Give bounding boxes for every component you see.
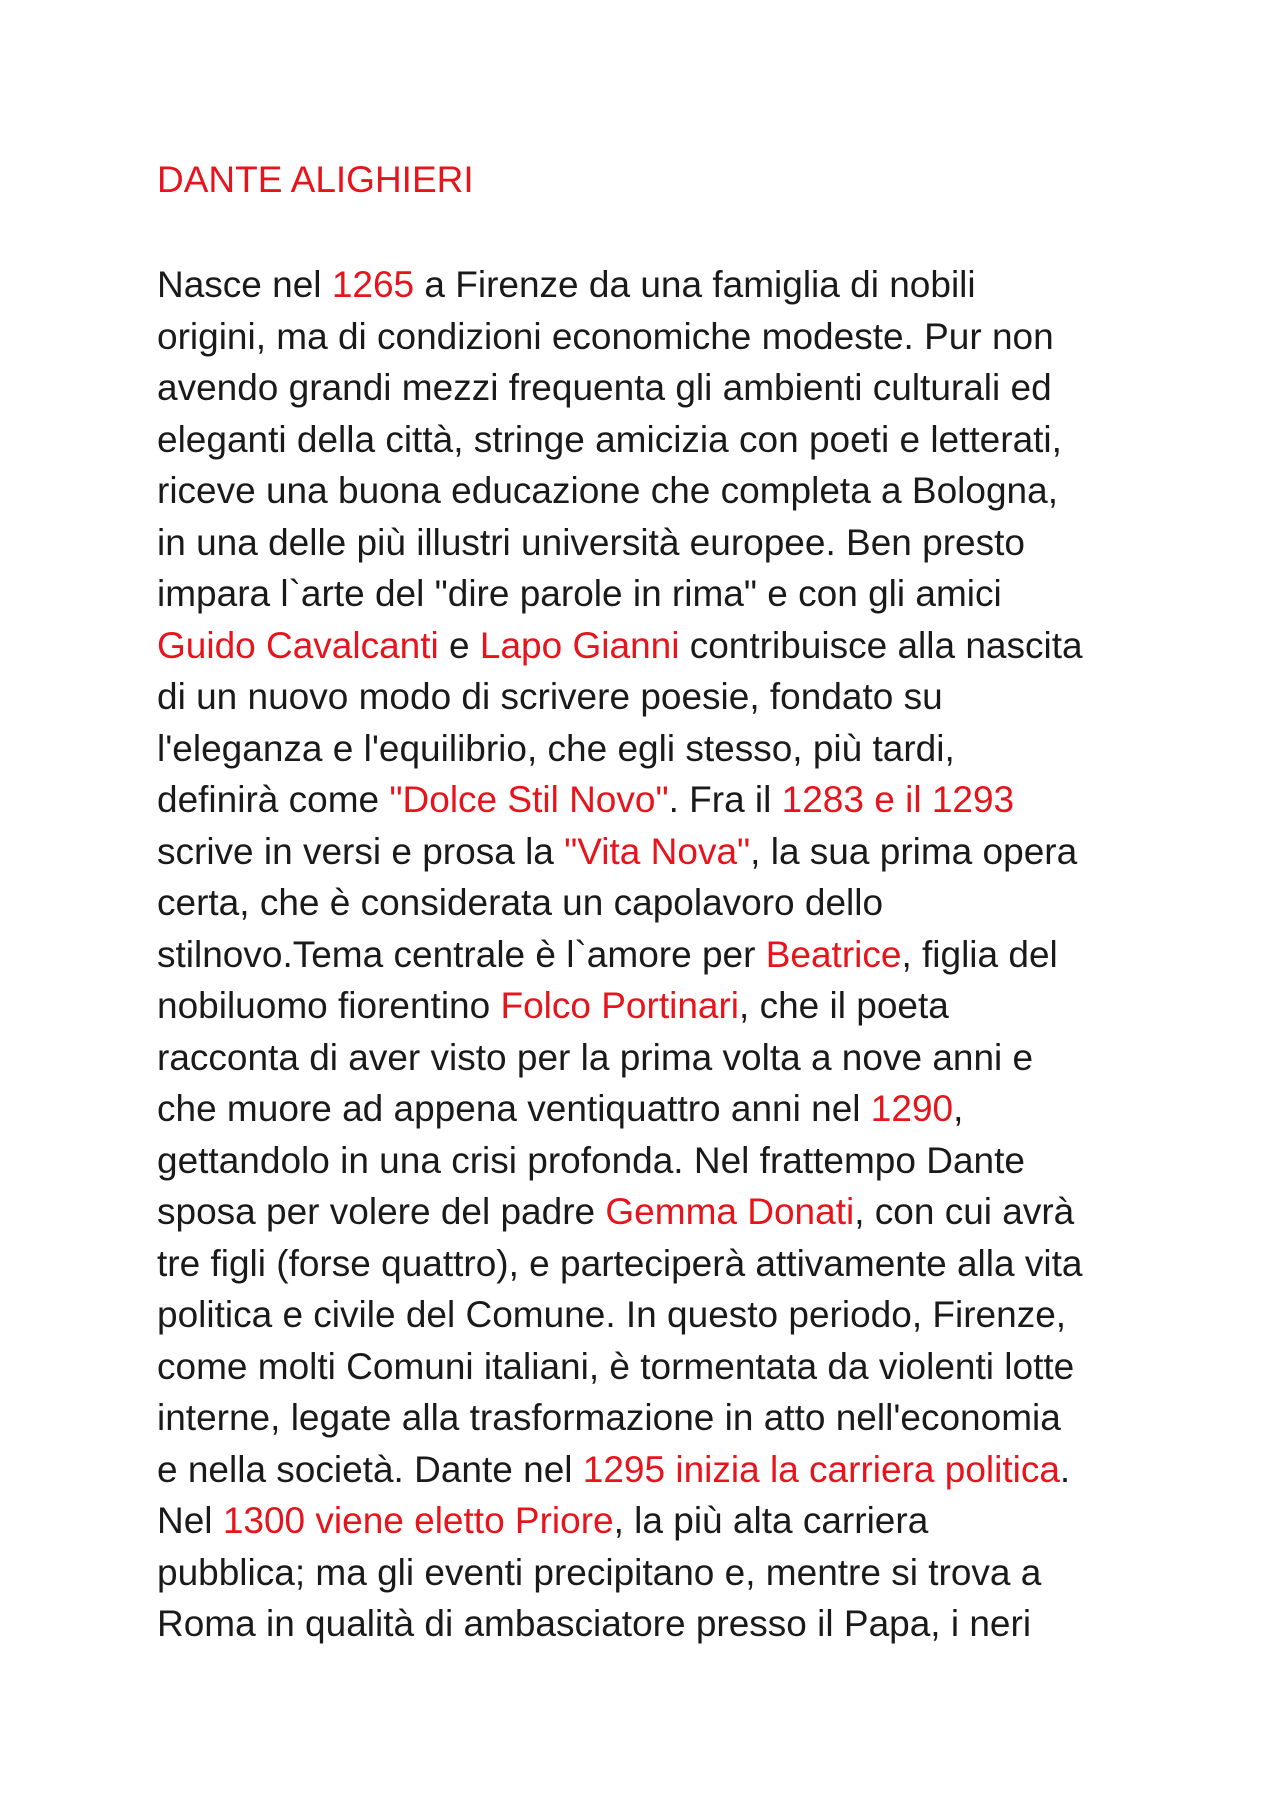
text-line <box>157 877 1157 929</box>
text-line <box>157 1083 1157 1135</box>
text-segment: riceve una buona educazione che completa a Bologna, <box>157 470 1058 511</box>
text-segment: stilnovo.Tema centrale è l`amore per <box>157 933 766 975</box>
text-line <box>157 465 1157 517</box>
highlighted-text: Gemma Donati <box>605 1191 855 1232</box>
text-segment: , la più alta carriera <box>613 1500 929 1541</box>
text-line <box>157 1547 1157 1599</box>
text-line <box>157 1289 1157 1341</box>
text-segment: avendo grandi mezzi frequenta gli ambienti culturali ed <box>157 367 1052 408</box>
highlighted-text: 1290 <box>870 1088 954 1129</box>
text-line <box>157 1444 1157 1496</box>
text-line <box>157 1392 1157 1444</box>
text-segment: a Firenze da una famiglia di nobili <box>414 264 976 305</box>
text-segment: contribuisce alla nascita <box>679 624 1083 666</box>
text-segment: racconta di aver visto per la prima volta a nove anni e <box>157 1036 1034 1078</box>
text-segment: . Fra il <box>668 779 782 820</box>
text-segment: e nella società. Dante nel <box>157 1448 583 1490</box>
text-segment: tre figli (forse quattro), e parteciperà attivamente alla vita <box>157 1242 1083 1284</box>
text-segment: interne, legate alla trasformazione in atto nell'economia <box>157 1397 1061 1438</box>
text-segment: . <box>1059 1448 1071 1490</box>
text-line <box>157 259 1157 311</box>
text-segment: in una delle più illustri università europee. Ben presto <box>157 521 1025 563</box>
text-line <box>157 723 1157 775</box>
highlighted-text: Beatrice <box>765 933 902 975</box>
text-line <box>157 1495 1157 1547</box>
text-line <box>157 620 1157 672</box>
highlighted-text: "Vita Nova" <box>564 830 751 872</box>
text-segment: Nasce nel <box>157 264 332 305</box>
text-segment: Roma in qualità di ambasciatore presso il Papa, i neri <box>157 1603 1032 1644</box>
text-segment: scrive in versi e prosa la <box>157 830 565 872</box>
text-segment: come molti Comuni italiani, è tormentata da violenti lotte <box>157 1345 1075 1387</box>
text-segment: , con cui avrà <box>854 1191 1075 1232</box>
text-line <box>157 362 1157 414</box>
text-segment: di un nuovo modo di scrivere poesie, fondato su <box>157 676 943 717</box>
text-segment: eleganti della città, stringe amicizia con poeti e letterati, <box>157 418 1062 460</box>
text-line <box>157 826 1157 878</box>
text-line <box>157 568 1157 620</box>
text-line <box>157 671 1157 723</box>
text-segment: , che il poeta <box>739 985 949 1026</box>
highlighted-text: 1283 e il 1293 <box>781 779 1015 820</box>
text-segment: impara l`arte del "dire parole in rima" e con gli amici <box>157 573 1002 614</box>
text-segment: certa, che è considerata un capolavoro dello <box>157 882 884 923</box>
text-line <box>157 774 1157 826</box>
biography-paragraph <box>157 259 1157 1650</box>
text-line <box>157 311 1157 363</box>
text-segment: definirà come <box>157 779 390 820</box>
text-line <box>157 1341 1157 1393</box>
text-segment: , <box>953 1088 964 1129</box>
text-segment: e <box>438 624 480 666</box>
text-line <box>157 1032 1157 1084</box>
text-segment: che muore ad appena ventiquattro anni nel <box>157 1088 871 1129</box>
highlighted-text: "Dolce Stil Novo" <box>389 779 669 820</box>
highlighted-text: Guido Cavalcanti <box>157 624 439 666</box>
text-segment: Nel <box>157 1500 223 1541</box>
highlighted-text: 1300 viene eletto Priore <box>222 1500 614 1541</box>
text-segment: politica e civile del Comune. In questo periodo, Firenze, <box>157 1294 1067 1335</box>
text-line <box>157 1238 1157 1290</box>
text-line <box>157 1186 1157 1238</box>
highlighted-text: Folco Portinari <box>500 985 740 1026</box>
highlighted-text: Lapo Gianni <box>479 624 680 666</box>
text-line <box>157 929 1157 981</box>
text-segment: gettandolo in una crisi profonda. Nel frattempo Dante <box>157 1139 1025 1181</box>
text-line <box>157 1135 1157 1187</box>
text-line <box>157 414 1157 466</box>
text-line <box>157 1598 1157 1650</box>
highlighted-text: 1265 <box>331 264 415 305</box>
text-segment: nobiluomo fiorentino <box>157 985 501 1026</box>
text-segment: origini, ma di condizioni economiche modeste. Pur non <box>157 315 1054 357</box>
text-segment: , la sua prima opera <box>750 830 1078 872</box>
highlighted-text: 1295 inizia la carriera politica <box>582 1448 1060 1490</box>
text-segment: , figlia del <box>901 933 1058 975</box>
text-segment: l'eleganza e l'equilibrio, che egli stesso, più tardi, <box>157 727 955 769</box>
text-line <box>157 980 1157 1032</box>
page-title: DANTE ALIGHIERI <box>157 159 474 200</box>
text-segment: pubblica; ma gli eventi precipitano e, mentre si trova a <box>157 1551 1042 1593</box>
text-segment: sposa per volere del padre <box>157 1191 606 1232</box>
text-line <box>157 517 1157 569</box>
